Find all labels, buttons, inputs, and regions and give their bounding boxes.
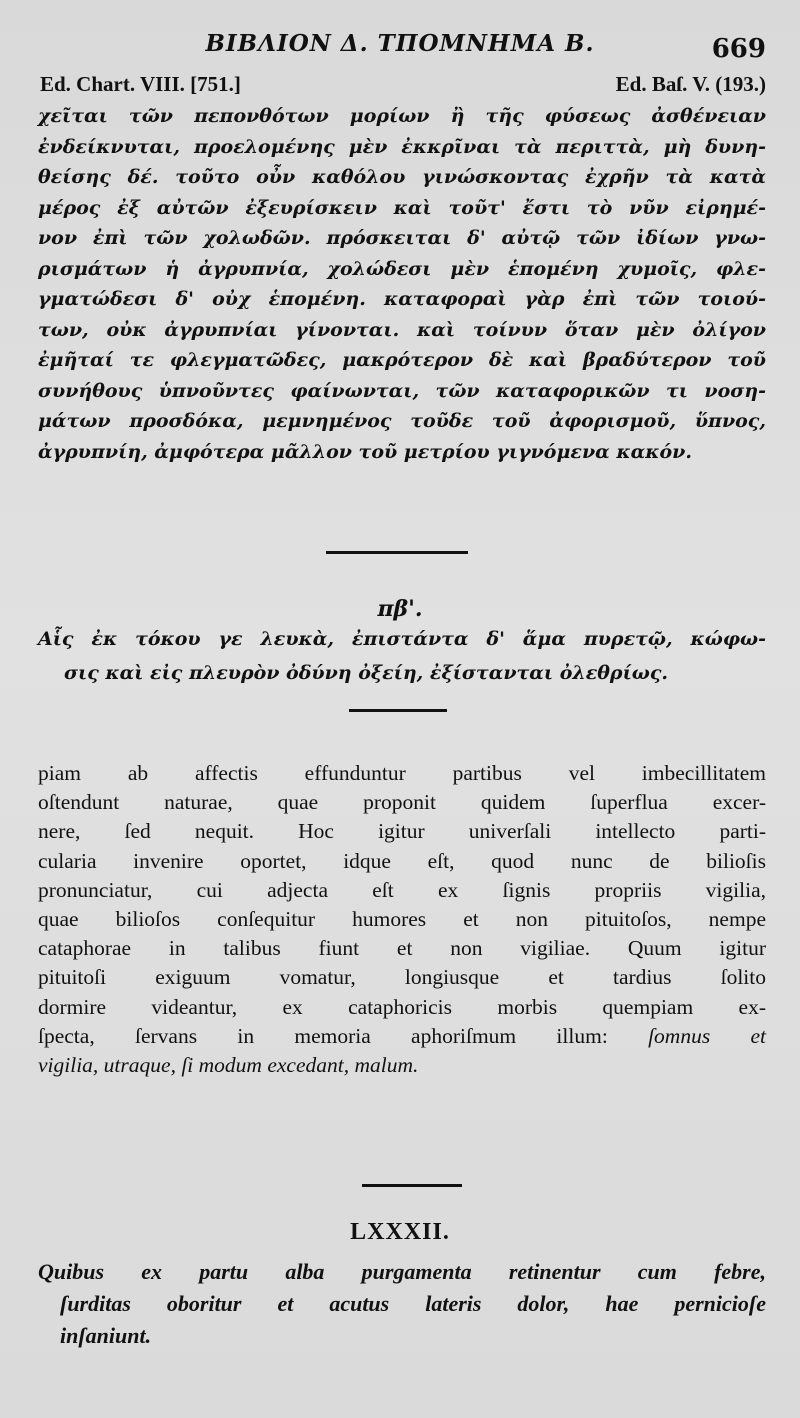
latin-aphorism-line: inſaniunt. [60, 1323, 152, 1348]
section-divider [362, 1184, 462, 1187]
latin-line: oſtendunt naturae, quae proponit quidem ſuperflua excer- [38, 790, 766, 815]
greek-line: χεῖται τῶν πεπονθότων μορίων ἢ τῆς φύσεως ἀσθένειαν [38, 105, 766, 127]
latin-line: pituitoſi exiguum vomatur, longiusque et tardius ſolito [38, 965, 766, 990]
latin-line [38, 1022, 766, 1051]
greek-line: ἐνδείκνυται, προελομένης μὲν ἐκκρῖναι τὰ περιττὰ, μὴ δυνη- [38, 135, 766, 158]
latin-aphorism-line: Quibus ex partu alba purgamenta retinentur cum febre, [38, 1259, 766, 1284]
latin-line: cataphorae in talibus fiunt et non vigiliae. Quum igitur [38, 936, 766, 961]
latin-italic-quote: ſomnus et [648, 1023, 766, 1048]
latin-commentary [38, 759, 766, 1080]
greek-line: συνήθους ὑπνοῦντες φαίνωνται, τῶν καταφορικῶν τι νοση- [38, 379, 766, 402]
greek-commentary [38, 101, 766, 467]
greek-line: ρισμάτων ἡ ἀγρυπνία, χολώδεσι μὲν ἑπομένη χυμοῖς, φλε- [38, 257, 766, 280]
latin-line: nere, ſed nequit. Hoc igitur univerſali intellecto parti- [38, 819, 766, 844]
greek-aphorism-line: Αἷς ἐκ τόκου γε λευκὰ, ἐπιστάντα δ' ἅμα πυρετῷ, κώφω- [38, 628, 766, 650]
greek-line: των, οὐκ ἀγρυπνίαι γίνονται. καὶ τοίνυν ὅταν μὲν ὀλίγον [38, 318, 766, 341]
page-number: 669 [711, 34, 766, 64]
running-header: BIBΛΙΟΝ Δ. ΤΠΟΜΝΗΜΑ Β. [205, 30, 595, 57]
latin-italic-quote: vigilia, utraque, ſi modum excedant, malum. [38, 1053, 419, 1078]
latin-line-text: ſpecta, ſervans in memoria aphoriſmum illum: [38, 1023, 608, 1048]
greek-aphorism [38, 622, 766, 690]
greek-aphorism-number: πβ'. [377, 596, 423, 622]
greek-line: ἐμῆταί τε φλεγματῶδες, μακρότερον δὲ καὶ βραδύτερον τοῦ [38, 349, 766, 371]
greek-line: ἀγρυπνίη, ἀμφότερα μᾶλλον τοῦ μετρίου γιγνόμενα κακόν. [38, 440, 692, 463]
edition-reference-left: Ed. Chart. VIII. [751.] [40, 72, 241, 96]
latin-line: quae bilioſos conſequitur humores et non pituitoſos, nempe [38, 907, 766, 932]
latin-line: pronunciatur, cui adjecta eſt ex ſignis propriis vigilia, [38, 877, 766, 902]
latin-line: cularia invenire oportet, idque eſt, quod nunc de bilioſis [38, 848, 766, 873]
greek-line: μάτων προσδόκα, μεμνημένος τοῦδε τοῦ ἀφορισμοῦ, ὕπνος, [38, 410, 766, 432]
section-divider [349, 709, 447, 712]
greek-line: μέρος ἐξ αὐτῶν ἐξευρίσκειν καὶ τοῦτ' ἔστι τὸ νῦν εἰρημέ- [38, 196, 766, 219]
greek-line: νον ἐπὶ τῶν χολωδῶν. πρόσκειται δ' αὐτῷ τῶν ἰδίων γνω- [38, 227, 766, 249]
latin-aphorism-number: LXXXII. [350, 1219, 450, 1245]
latin-line: dormire videantur, ex cataphoricis morbis quempiam ex- [38, 994, 766, 1019]
greek-line: θείσης δέ. τοῦτο οὖν καθόλου γινώσκοντας ἐχρῆν τὰ κατὰ [38, 166, 766, 188]
section-divider [326, 551, 468, 554]
greek-line: γματώδεσι δ' οὐχ ἑπομένη. καταφοραὶ γὰρ ἐπὶ τῶν τοιού- [38, 288, 766, 310]
latin-line: piam ab affectis effunduntur partibus vel imbecillitatem [38, 761, 766, 785]
greek-aphorism-line: σις καὶ εἰς πλευρὸν ὀδύνη ὀξείη, ἐξίστανται ὀλεθρίως. [64, 662, 669, 684]
latin-aphorism [38, 1256, 766, 1352]
edition-reference-right: Ed. Baſ. V. (193.) [615, 72, 766, 96]
latin-aphorism-line: ſurditas oboritur et acutus lateris dolor, hae pernicioſe [60, 1291, 766, 1316]
